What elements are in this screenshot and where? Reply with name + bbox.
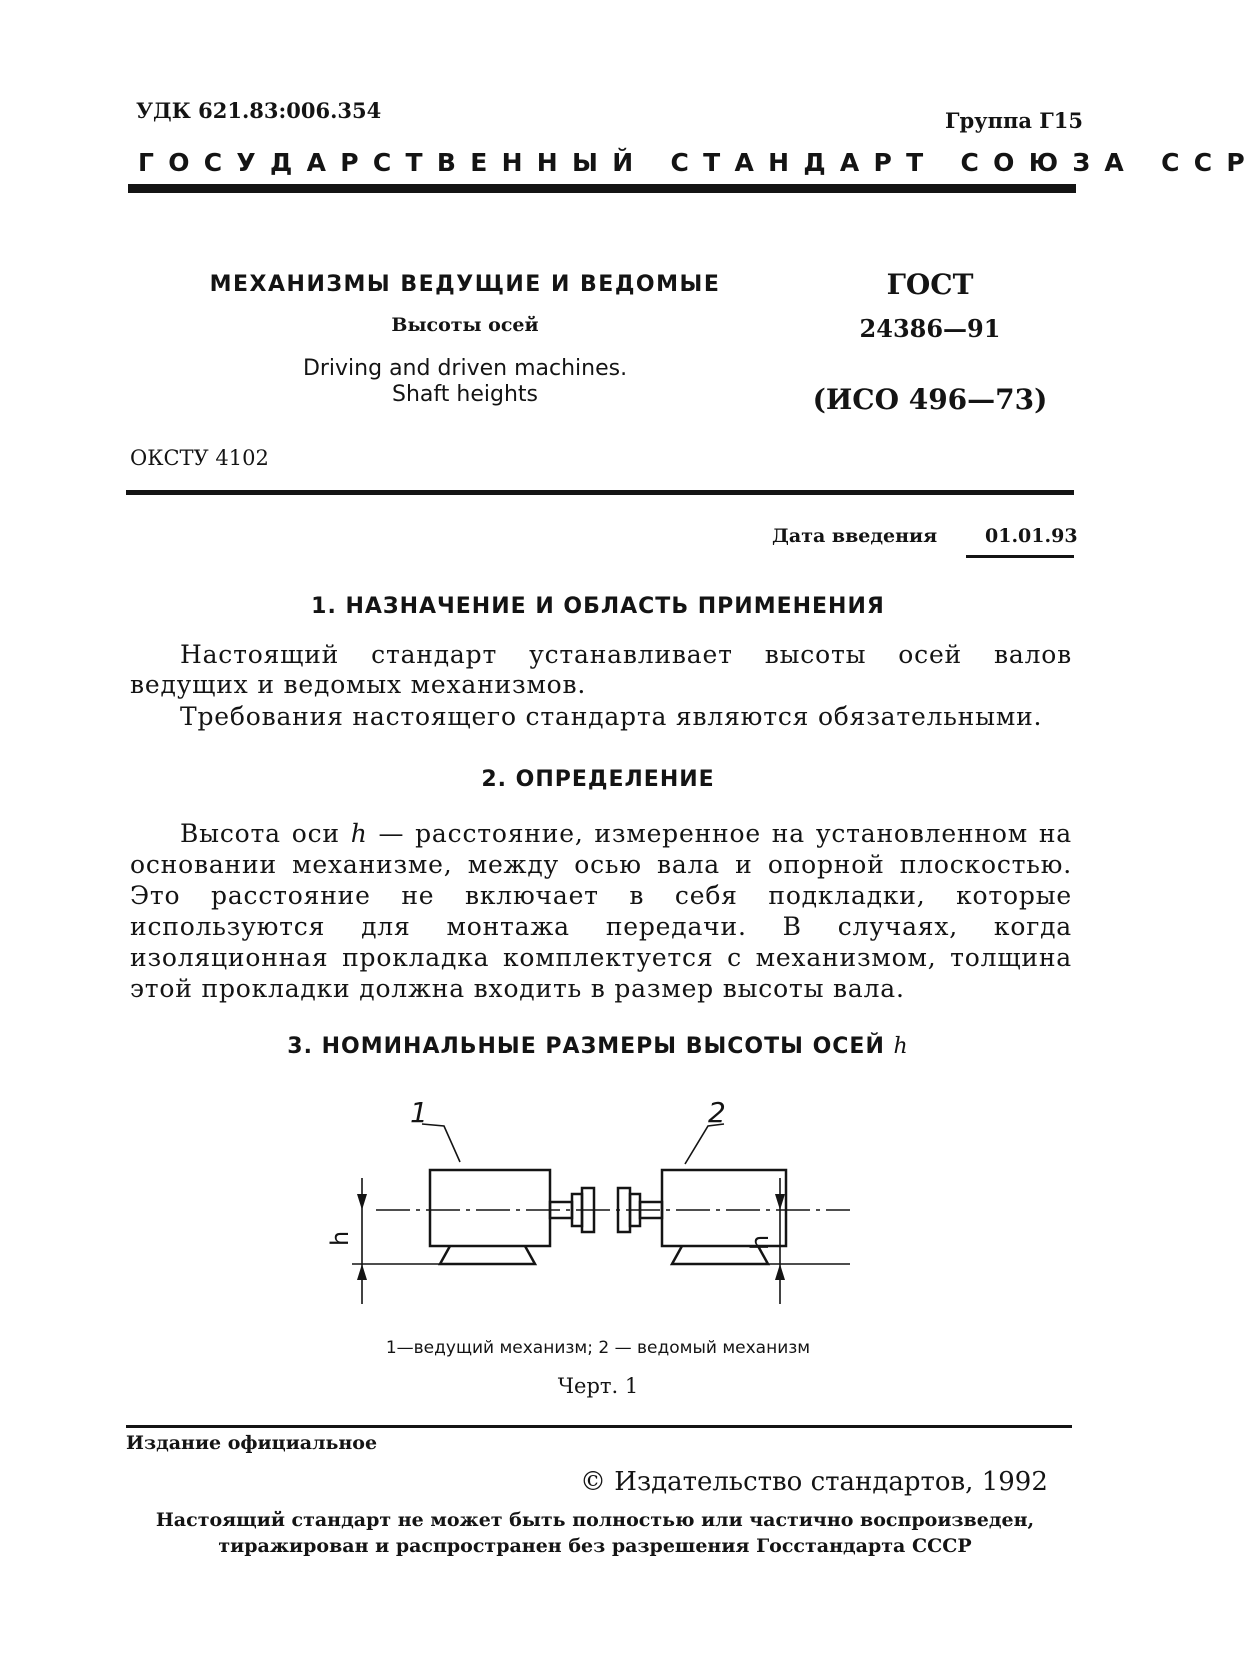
label-h-left: h — [326, 1230, 354, 1246]
shaft-height-diagram — [326, 1096, 860, 1320]
label-h-right: h — [746, 1234, 774, 1250]
iso-reference: (ИСО 496—73) — [812, 383, 1048, 416]
label-2-leader — [685, 1124, 724, 1164]
driving-machine-feet — [440, 1246, 535, 1264]
copyright: © Издательство стандартов, 1992 — [580, 1467, 1048, 1497]
header-thick-rule — [128, 184, 1076, 193]
subtitle-ru: Высоты осей — [391, 314, 539, 336]
title-en-line-1: Driving and driven machines. — [302, 356, 628, 381]
udk-code: УДК 621.83:006.354 — [136, 98, 382, 123]
gost-number: 24386—91 — [859, 314, 1001, 343]
reproduction-notice — [120, 1507, 1070, 1559]
label-1: 1 — [410, 1096, 428, 1129]
section-3-variable-h: h — [893, 1034, 909, 1059]
right-arrow-bottom — [775, 1264, 785, 1280]
left-arrow-top — [357, 1194, 367, 1210]
title-ru: МЕХАНИЗМЫ ВЕДУЩИЕ И ВЕДОМЫЕ — [209, 272, 721, 297]
title-en — [130, 356, 800, 408]
title-block-rule — [126, 490, 1074, 495]
right-arrow-top — [775, 1194, 785, 1210]
figure-number: Черт. 1 — [557, 1374, 639, 1398]
notice-line-2: тиражирован и распространен без разрешения Госстандарта СССР — [218, 1535, 972, 1557]
footer-rule — [126, 1425, 1072, 1428]
gost-label: ГОСТ — [886, 268, 974, 301]
section-2-heading: 2. ОПРЕДЕЛЕНИЕ — [481, 767, 715, 792]
label-1-leader — [422, 1124, 460, 1162]
definition-rest: — расстояние, измеренное на установленном на основании механизме, между осью вала и опорной плоскостью. Это расстояние не включает в себя подкладки, которые используются для монтажа передачи. В случаях, когда изоляционная прокладка комплектуется с механизмом, толщина этой прокладки должна входить в размер высоты вала. — [130, 819, 1072, 1003]
driven-machine-body — [662, 1170, 786, 1246]
section-1-paragraph-2: Требования настоящего стандарта являются обязательными. — [180, 702, 1043, 731]
okstu-code: ОКСТУ 4102 — [130, 446, 269, 470]
date-value: 01.01.93 — [985, 525, 1078, 547]
section-2-paragraph — [130, 818, 1072, 1004]
date-label: Дата введения — [772, 525, 938, 547]
group-code: Группа Г15 — [945, 108, 1084, 133]
definition-start: Высота оси — [180, 819, 351, 848]
section-1-heading: 1. НАЗНАЧЕНИЕ И ОБЛАСТЬ ПРИМЕНЕНИЯ — [311, 594, 885, 619]
left-arrow-bottom — [357, 1264, 367, 1280]
figure-caption: 1—ведущий механизм; 2 — ведомый механизм — [385, 1338, 811, 1358]
section-3-heading — [126, 1034, 1070, 1059]
section-3-heading-text: 3. НОМИНАЛЬНЫЕ РАЗМЕРЫ ВЫСОТЫ ОСЕЙ — [287, 1034, 885, 1059]
date-underline — [966, 555, 1074, 558]
label-2: 2 — [708, 1096, 726, 1129]
title-en-line-2: Shaft heights — [392, 382, 538, 407]
definition-variable-h: h — [350, 819, 368, 848]
driving-machine-body — [430, 1170, 550, 1246]
official-edition: Издание официальное — [126, 1432, 378, 1454]
notice-line-1: Настоящий стандарт не может быть полностью или частично воспроизведен, — [155, 1509, 1035, 1531]
section-1-paragraph-1: Настоящий стандарт устанавливает высоты осей валов ведущих и ведомых механизмов. — [130, 640, 1072, 699]
state-standard-banner: ГОСУДАРСТВЕННЫЙ СТАНДАРТ СОЮЗА ССР — [138, 148, 1259, 177]
